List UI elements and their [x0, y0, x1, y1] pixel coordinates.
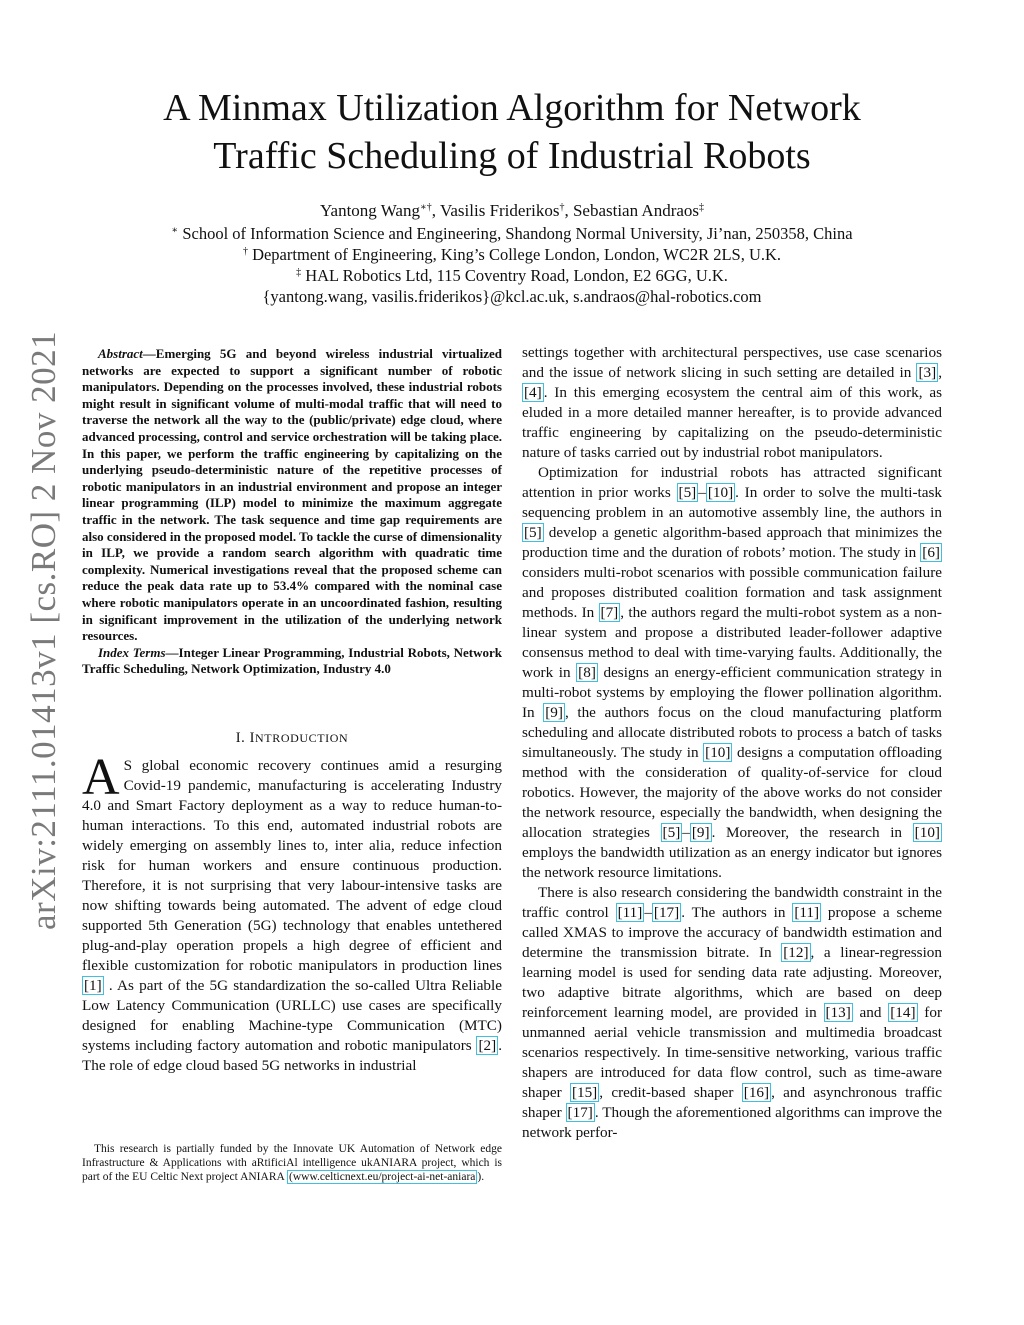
citation-link[interactable]: [8]	[578, 664, 596, 681]
text-run: propose a scheme called XMAS to improve the accuracy of bandwidth estimation and determine the transmission bitrate. In	[522, 904, 942, 961]
affiliation-1	[80, 223, 944, 244]
intro-paragraph-1	[82, 748, 502, 1076]
right-paragraph-2	[522, 463, 942, 883]
citation-link[interactable]: [6]	[922, 544, 940, 561]
citation-link[interactable]: [14]	[890, 1004, 916, 1021]
citation-link[interactable]: [4]	[524, 384, 542, 401]
index-terms	[82, 645, 502, 678]
citation-link[interactable]: [5]	[662, 824, 681, 841]
author-emails: {yantong.wang, vasilis.friderikos}@kcl.ac.uk, s.andraos@hal-robotics.com	[262, 287, 762, 306]
footnote	[82, 1142, 502, 1184]
text-run: Optimization for industrial robots has attracted significant attention in prior works	[522, 464, 942, 501]
section-initial: I	[249, 729, 256, 746]
affiliation-2	[80, 244, 944, 265]
footnote-end: ).	[477, 1171, 485, 1183]
citation-link[interactable]: [5]	[524, 524, 542, 541]
citation-link[interactable]: [17]	[567, 1104, 593, 1121]
left-column	[82, 343, 502, 1076]
affiliation-3	[80, 265, 944, 286]
text-run: employs the bandwidth utilization as an energy indicator but ignores the network resource limitations.	[522, 844, 942, 881]
title-line-1: A Minmax Utilization Algorithm for Network	[163, 87, 861, 129]
right-paragraph-3	[522, 883, 942, 1143]
author-names	[80, 200, 944, 221]
index-terms-lead: Index Terms	[98, 644, 166, 660]
citation-link[interactable]: [1]	[84, 976, 102, 994]
abstract	[82, 346, 502, 645]
citation-link[interactable]: [11]	[794, 904, 820, 921]
section-number: I.	[235, 729, 250, 746]
affiliation-2-text: Department of Engineering, King’s College London, London, WC2R 2LS, U.K.	[247, 245, 782, 264]
text-run: –	[698, 484, 706, 501]
abstract-text: —Emerging 5G and beyond wireless industrial virtualized networks are expected to support a significant number of robotic manipulators. Depending on the processes involved, these industrial robots might result in significant volume of multi-modal traffic that will need to traverse the network all the way to the (public/private) edge cloud, where advanced processing, control and service orchestration will be taking place. In this paper, we perform the traffic engineering by capitalizing on the underlying pseudo-deterministic nature of the repetitive processes of robotic manipulators in an industrial environment and propose an integer linear programming (ILP) model to minimize the maximum aggregate traffic in the network. The task sequence and time gap requirements are also considered in the proposed model. To tackle the curse of dimensionality in ILP, we provide a random search algorithm with quadratic time complexity. Numerical investigations reveal that the proposed scheme can reduce the peak data rate up to 53.4% compared with the nominal case where robotic manipulators operate in an uncoordinated fashion, resulting in significant improvement in the utilization of the underlying network resources.	[82, 346, 502, 644]
author-1: Yantong Wang	[319, 201, 420, 220]
text-run: , the authors focus on the cloud manufacturing platform scheduling and allocate distributed robots to process a batch of tasks simultaneously. The study in	[522, 704, 943, 761]
text-run: . Moreover, the research in	[711, 824, 913, 841]
drop-cap: A	[82, 748, 120, 806]
title-line-2: Traffic Scheduling of Industrial Robots	[213, 135, 811, 177]
footnote-url-link[interactable]: (www.celticnext.eu/project-ai-net-aniara	[289, 1171, 476, 1183]
affiliation-3-text: HAL Robotics Ltd, 115 Coventry Road, London, E2 6GG, U.K.	[301, 266, 728, 285]
footnote-text: This research is partially funded by the Innovate UK Automation of Network edge Infrastructure & Applications with aRtificiAl intelligence ukANIARA project, which is part of the EU Celtic Next project ANIARA	[82, 1143, 502, 1183]
citation-link[interactable]: [7]	[600, 604, 619, 621]
author-1-mark: ∗†	[419, 202, 432, 213]
text-run: There is also research considering the bandwidth constraint in the traffic control	[522, 884, 942, 921]
text-run: , credit-based shaper	[599, 1084, 742, 1101]
text-run: designs a computation offloading method with the consideration of quality-of-service for cloud robotics. However, the majority of the above works do not consider the network resource, especially the bandwidth, when designing the allocation strategies	[522, 744, 942, 841]
text-run: ,	[938, 364, 942, 381]
right-paragraph-1	[522, 343, 942, 463]
text-run: for unmanned aerial vehicle transmission and multimedia broadcast scenarios respectively. In time-sensitive networking, various traffic shapers are introduced for data flow control, such as time-aware shaper	[522, 1004, 942, 1101]
paper-title	[80, 84, 944, 180]
section-title-rest: NTRODUCTION	[255, 730, 349, 745]
text-run: designs an energy-efficient communication strategy in multi-robot systems by employing the flower pollination algorithm. In	[522, 664, 942, 721]
citation-link[interactable]: [12]	[783, 944, 809, 961]
text-run: . The role of edge cloud based 5G networks in industrial	[82, 1036, 502, 1074]
affiliation-3-mark: ‡	[296, 267, 302, 278]
citation-link[interactable]: [3]	[918, 364, 937, 381]
right-column	[522, 343, 942, 1143]
citation-link[interactable]: [2]	[478, 1036, 497, 1054]
section-heading-introduction	[82, 728, 502, 748]
text-run: . Though the aforementioned algorithms can improve the network perfor-	[522, 1104, 943, 1141]
citation-link[interactable]: [11]	[617, 904, 643, 921]
citation-link[interactable]: [10]	[914, 824, 940, 841]
affiliation-1-mark: ∗	[171, 225, 179, 236]
text-run: settings together with architectural perspectives, use case scenarios and the issue of network slicing in such setting are detailed in	[522, 344, 942, 381]
text-run: , a linear-regression learning model is used for sending data rate adjusting. Moreover, two adaptive bitrate algorithms, which are based on deep reinforcement learning model, are provided in	[522, 944, 942, 1021]
citation-link[interactable]: [9]	[545, 704, 563, 721]
text-run: . In order to solve the multi-task sequencing problem in an automotive assembly line, the authors in	[522, 484, 942, 521]
author-2-mark: †	[559, 202, 565, 213]
index-terms-text: —Integer Linear Programming, Industrial Robots, Network Traffic Scheduling, Network Optimization, Industry 4.0	[82, 644, 502, 677]
text-run: –	[682, 824, 690, 841]
citation-link[interactable]: [10]	[707, 484, 734, 501]
arxiv-identifier: arXiv:2111.01413v1 [cs.RO] 2 Nov 2021	[24, 330, 63, 930]
text-run: . The authors in	[681, 904, 793, 921]
text-run: . In this emerging ecosystem the central aim of this work, as eluded in a more detailed manner hereafter, is to provide advanced traffic engineering by capitalizing on the pseudo-deterministic nature of tasks carried out by industrial robot manipulators.	[522, 384, 942, 461]
citation-link[interactable]: [17]	[653, 904, 680, 921]
citation-link[interactable]: [10]	[705, 744, 731, 761]
text-run: , the authors regard the multi-robot system as a non-linear system and propose a distributed leader-follower adaptive consensus method to deal with time-varying faults. Additionally, the work in	[522, 604, 942, 681]
citation-link[interactable]: [13]	[825, 1004, 851, 1021]
text-run: . As part of the 5G standardization the so-called Ultra Reliable Low Latency Communication (URLLC) use cases are specifically designed for enabling Machine-type Communication (MTC) systems including factory automation and robotic manipulators	[82, 976, 502, 1054]
author-block	[80, 200, 944, 307]
affiliation-2-mark: †	[242, 246, 248, 257]
text-run: –	[644, 904, 652, 921]
text-run: S global economic recovery continues amid a resurging Covid-19 pandemic, manufacturing is accelerating Industry 4.0 and Smart Factory deployment as a way to reduce human-to-human interactions. To this end, automated industrial robots are widely emerging on assembly lines to, inter alia, reduce infection risk for human workers and ensure continuous production. Therefore, it is not surprising that very labour-intensive tasks are now shifting towards being automated. The advent of edge cloud supported 5th Generation (5G) technology that enables untethered plug-and-play operation propels a high degree of efficient and flexible customization for robotic manipulators in production lines	[82, 756, 502, 974]
citation-link[interactable]: [5]	[678, 484, 697, 501]
author-3: , Sebastian Andraos	[564, 201, 700, 220]
author-2: , Vasilis Friderikos	[431, 201, 560, 220]
citation-link[interactable]: [15]	[571, 1084, 598, 1101]
citation-link[interactable]: [9]	[691, 824, 710, 841]
author-3-mark: ‡	[699, 202, 705, 213]
text-run: develop a genetic algorithm-based approach that minimizes the production time and the duration of robots’ motion. The study in	[522, 524, 942, 561]
text-run: and	[852, 1004, 889, 1021]
abstract-lead: Abstract	[98, 346, 143, 361]
text-run: considers multi-robot scenarios with possible communication failure and proposes distributed coalition formation and task assignment methods. In	[522, 564, 942, 621]
citation-link[interactable]: [16]	[743, 1084, 770, 1101]
affiliation-1-text: School of Information Science and Engineering, Shandong Normal University, Ji’nan, 250358, China	[178, 224, 853, 243]
text-run: , and asynchronous traffic shaper	[522, 1084, 943, 1121]
